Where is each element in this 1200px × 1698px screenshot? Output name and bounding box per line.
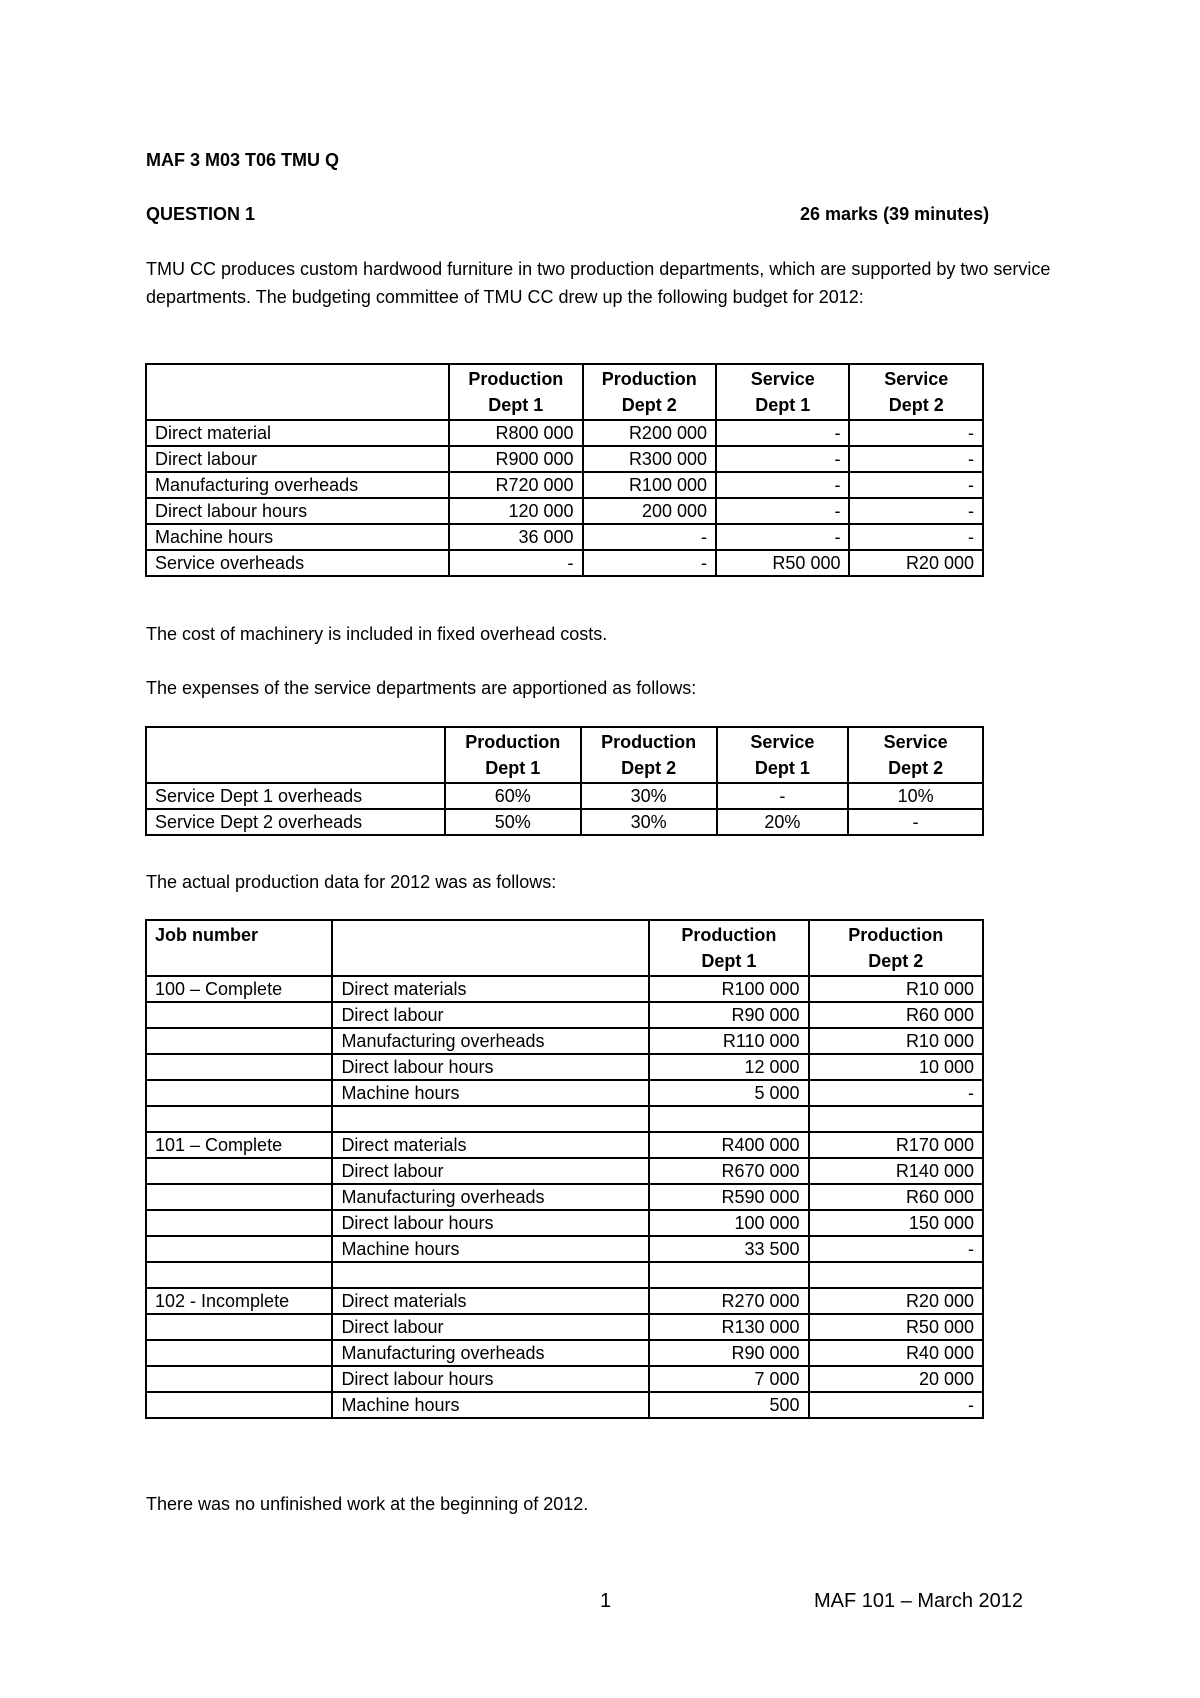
apportion-row — [146, 783, 983, 809]
budget-row — [146, 550, 983, 576]
actual-row-cell — [146, 1002, 332, 1028]
actual-row-cell: 101 – Complete — [146, 1132, 332, 1158]
actual-row-cell — [332, 1106, 649, 1132]
actual-row-cell — [809, 1106, 983, 1132]
page-number: 1 — [600, 1590, 612, 1612]
budget-row — [146, 524, 983, 550]
apportion-row-cell: Service Dept 1 overheads — [146, 783, 445, 809]
question-marks: 26 marks (39 minutes) — [800, 204, 990, 224]
actual-row-cell: 100 – Complete — [146, 976, 332, 1002]
actual-row-cell: R130 000 — [649, 1314, 808, 1340]
actual-row — [146, 1028, 983, 1054]
actual-row-cell: R170 000 — [809, 1132, 983, 1158]
budget-row-cell: 120 000 — [449, 498, 582, 524]
actual-row-cell: Manufacturing overheads — [332, 1028, 649, 1054]
header-line: Service — [750, 369, 815, 389]
budget-row-cell: - — [449, 550, 582, 576]
actual-row-cell: R60 000 — [809, 1184, 983, 1210]
question-title: QUESTION 1 — [146, 204, 256, 224]
actual-row-cell — [146, 1366, 332, 1392]
actual-header-row — [146, 920, 983, 976]
budget-row-cell: R200 000 — [583, 420, 716, 446]
actual-row-cell — [146, 1106, 332, 1132]
actual-row-cell: Direct labour hours — [332, 1366, 649, 1392]
actual-row — [146, 1132, 983, 1158]
header-line: Production — [601, 732, 697, 752]
actual-row-cell: R90 000 — [649, 1340, 808, 1366]
budget-row-cell: Machine hours — [146, 524, 449, 550]
budget-row-cell: - — [716, 446, 849, 472]
actual-row — [146, 1392, 983, 1418]
actual-row-cell: R670 000 — [649, 1158, 808, 1184]
actual-row-cell: Machine hours — [332, 1080, 649, 1106]
budget-header-blank — [146, 364, 449, 420]
budget-row — [146, 446, 983, 472]
apportion-row-cell: 20% — [717, 809, 849, 835]
actual-row-cell: - — [809, 1392, 983, 1418]
actual-header-cell — [809, 920, 983, 976]
actual-row-cell: R100 000 — [649, 976, 808, 1002]
actual-row-cell: Direct materials — [332, 1288, 649, 1314]
apportion-row-cell: 30% — [581, 809, 717, 835]
budget-row-cell: 36 000 — [449, 524, 582, 550]
actual-row-cell: R590 000 — [649, 1184, 808, 1210]
actual-row — [146, 1210, 983, 1236]
budget-row-cell: - — [849, 498, 983, 524]
actual-row-cell — [146, 1392, 332, 1418]
budget-row-cell: Service overheads — [146, 550, 449, 576]
actual-row — [146, 1158, 983, 1184]
budget-header-cell — [716, 364, 849, 420]
actual-row — [146, 1106, 983, 1132]
budget-row-cell: - — [716, 524, 849, 550]
actual-row-cell: 100 000 — [649, 1210, 808, 1236]
actual-intro: The actual production data for 2012 was as follows: — [146, 872, 557, 892]
actual-row-cell: Direct labour — [332, 1002, 649, 1028]
actual-production-table — [145, 919, 984, 1419]
budget-row — [146, 420, 983, 446]
budget-row-cell: R20 000 — [849, 550, 983, 576]
actual-row-cell — [146, 1184, 332, 1210]
budget-row-cell: Manufacturing overheads — [146, 472, 449, 498]
header-line: Dept 1 — [755, 395, 811, 415]
header-line: Dept 2 — [621, 395, 677, 415]
actual-row — [146, 1262, 983, 1288]
apportion-row-cell: Service Dept 2 overheads — [146, 809, 445, 835]
header-line: Service — [750, 732, 815, 752]
header-line: Service — [883, 732, 948, 752]
actual-row-cell — [146, 1340, 332, 1366]
actual-row-cell: Direct materials — [332, 976, 649, 1002]
budget-header-cell — [849, 364, 983, 420]
actual-row-cell — [146, 1262, 332, 1288]
actual-row-cell — [146, 1314, 332, 1340]
apportion-header-cell — [445, 727, 581, 783]
closing-note: There was no unfinished work at the beginning of 2012. — [146, 1494, 589, 1514]
actual-row — [146, 1080, 983, 1106]
actual-row-cell: Direct labour — [332, 1158, 649, 1184]
header-line: Production — [681, 925, 777, 945]
budget-row-cell: - — [849, 446, 983, 472]
apportion-header-cell — [848, 727, 983, 783]
actual-row — [146, 976, 983, 1002]
budget-row-cell: - — [716, 498, 849, 524]
actual-row-cell — [146, 1210, 332, 1236]
actual-row-cell — [809, 1262, 983, 1288]
actual-header-cell — [649, 920, 808, 976]
actual-row-cell: - — [809, 1236, 983, 1262]
actual-row — [146, 1054, 983, 1080]
budget-row-cell: R100 000 — [583, 472, 716, 498]
actual-row-cell: 102 - Incomplete — [146, 1288, 332, 1314]
header-line: Dept 2 — [888, 758, 944, 778]
header-line: Production — [601, 369, 697, 389]
apportion-row-cell: 50% — [445, 809, 581, 835]
actual-row-cell — [146, 1158, 332, 1184]
actual-row-cell — [146, 1054, 332, 1080]
header-line: Dept 1 — [701, 951, 757, 971]
actual-row — [146, 1002, 983, 1028]
actual-row — [146, 1236, 983, 1262]
header-line: Production — [848, 925, 944, 945]
budget-row-cell: Direct material — [146, 420, 449, 446]
budget-row-cell: - — [583, 550, 716, 576]
actual-row-cell: 7 000 — [649, 1366, 808, 1392]
actual-row-cell: Direct materials — [332, 1132, 649, 1158]
header-line: Dept 1 — [488, 395, 544, 415]
budget-header-row — [146, 364, 983, 420]
actual-row-cell: Direct labour hours — [332, 1054, 649, 1080]
actual-row-cell: Machine hours — [332, 1236, 649, 1262]
actual-row-cell — [332, 1262, 649, 1288]
header-line: Dept 2 — [888, 395, 944, 415]
actual-row-cell: 33 500 — [649, 1236, 808, 1262]
actual-row-cell: - — [809, 1080, 983, 1106]
budget-row-cell: - — [849, 524, 983, 550]
actual-row-cell: Direct labour — [332, 1314, 649, 1340]
actual-row-cell: 20 000 — [809, 1366, 983, 1392]
actual-row-cell: R10 000 — [809, 976, 983, 1002]
actual-row — [146, 1288, 983, 1314]
budget-row — [146, 472, 983, 498]
actual-row-cell: R10 000 — [809, 1028, 983, 1054]
actual-row-cell: Direct labour hours — [332, 1210, 649, 1236]
budget-row-cell: - — [716, 472, 849, 498]
apportion-row-cell: - — [717, 783, 849, 809]
apportion-header-cell — [717, 727, 849, 783]
actual-row — [146, 1184, 983, 1210]
actual-row-cell: R140 000 — [809, 1158, 983, 1184]
actual-row-cell: R270 000 — [649, 1288, 808, 1314]
actual-row-cell: Machine hours — [332, 1392, 649, 1418]
budget-row-cell: R50 000 — [716, 550, 849, 576]
actual-row-cell: R60 000 — [809, 1002, 983, 1028]
machinery-note: The cost of machinery is included in fixed overhead costs. — [146, 624, 608, 644]
budget-row-cell: R300 000 — [583, 446, 716, 472]
header-line: Dept 1 — [754, 758, 810, 778]
apportion-row-cell: - — [848, 809, 983, 835]
actual-row — [146, 1340, 983, 1366]
intro-paragraph: TMU CC produces custom hardwood furniture in two production departments, which are supported by two service departments. The budgeting committee of TMU CC drew up the following budget for 2012: — [146, 259, 1051, 307]
actual-row-cell — [146, 1236, 332, 1262]
budget-table — [145, 363, 984, 577]
actual-row-cell: R90 000 — [649, 1002, 808, 1028]
apportion-row — [146, 809, 983, 835]
actual-row — [146, 1314, 983, 1340]
actual-row-cell: R40 000 — [809, 1340, 983, 1366]
budget-row-cell: Direct labour hours — [146, 498, 449, 524]
header-line: Dept 2 — [621, 758, 677, 778]
budget-row-cell: - — [716, 420, 849, 446]
apportion-row-cell: 30% — [581, 783, 717, 809]
footer-reference: MAF 101 – March 2012 — [814, 1590, 1023, 1612]
actual-row-cell: R400 000 — [649, 1132, 808, 1158]
apportion-row-cell: 60% — [445, 783, 581, 809]
document-code: MAF 3 M03 T06 TMU Q — [146, 150, 340, 170]
header-line: Service — [884, 369, 949, 389]
budget-row-cell: 200 000 — [583, 498, 716, 524]
budget-row-cell: - — [849, 472, 983, 498]
header-line: Production — [465, 732, 561, 752]
actual-row-cell: 5 000 — [649, 1080, 808, 1106]
budget-row-cell: - — [583, 524, 716, 550]
budget-header-cell — [583, 364, 716, 420]
header-line: Dept 1 — [485, 758, 541, 778]
job-number-header: Job number — [146, 920, 332, 976]
actual-row-cell: R50 000 — [809, 1314, 983, 1340]
actual-row-cell: 150 000 — [809, 1210, 983, 1236]
apportion-table — [145, 726, 984, 836]
actual-row-cell: R110 000 — [649, 1028, 808, 1054]
budget-row-cell: Direct labour — [146, 446, 449, 472]
actual-row-cell — [649, 1262, 808, 1288]
actual-row-cell: 500 — [649, 1392, 808, 1418]
budget-row — [146, 498, 983, 524]
actual-row-cell: 10 000 — [809, 1054, 983, 1080]
actual-row-cell: Manufacturing overheads — [332, 1340, 649, 1366]
budget-row-cell: R800 000 — [449, 420, 582, 446]
actual-row-cell: 12 000 — [649, 1054, 808, 1080]
budget-row-cell: R900 000 — [449, 446, 582, 472]
actual-header-blank — [332, 920, 649, 976]
budget-row-cell: - — [849, 420, 983, 446]
apportion-row-cell: 10% — [848, 783, 983, 809]
actual-row-cell — [146, 1080, 332, 1106]
header-line: Production — [468, 369, 564, 389]
apportion-header-blank — [146, 727, 445, 783]
budget-row-cell: R720 000 — [449, 472, 582, 498]
apportion-intro: The expenses of the service departments are apportioned as follows: — [146, 678, 697, 698]
actual-row-cell — [649, 1106, 808, 1132]
apportion-header-cell — [581, 727, 717, 783]
actual-row-cell: Manufacturing overheads — [332, 1184, 649, 1210]
header-line: Dept 2 — [868, 951, 924, 971]
actual-row-cell: R20 000 — [809, 1288, 983, 1314]
actual-row — [146, 1366, 983, 1392]
budget-header-cell — [449, 364, 582, 420]
apportion-header-row — [146, 727, 983, 783]
actual-row-cell — [146, 1028, 332, 1054]
